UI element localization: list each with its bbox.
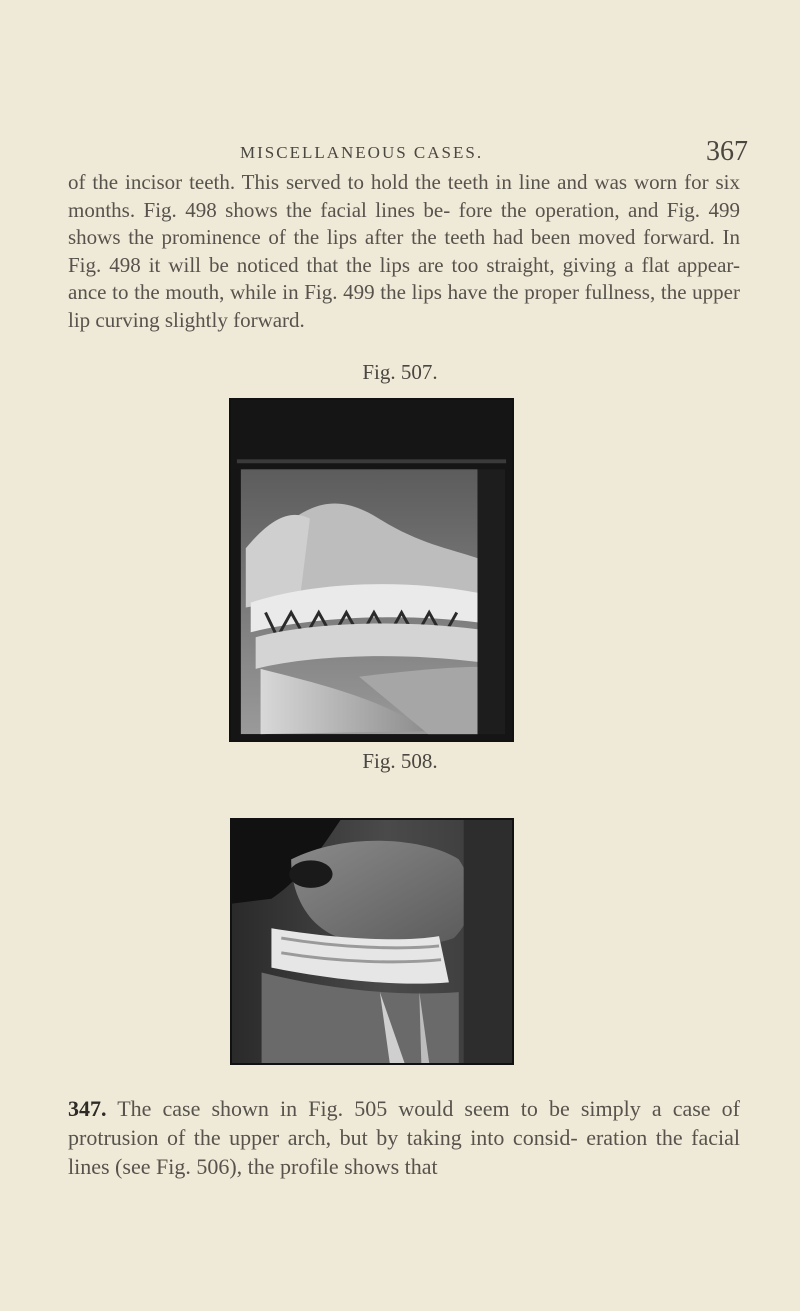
figure-508-profile-photo (230, 818, 514, 1065)
paragraph-347-text: The case shown in Fig. 505 would seem to be simply a case of protrusion of the upper arch, but by taking into consid- eration the facial lines (see Fig. 506), the profile shows that (68, 1096, 740, 1179)
running-head: MISCELLANEOUS CASES. (240, 143, 484, 162)
figure-507-caption: Fig. 507. (362, 360, 438, 384)
paragraph-1: of the incisor teeth. This served to hold the teeth in line and was worn for six months. Fig. 498 shows the facial lines be- fore the operation, and Fig. 499 shows the prominence of the lips after the teeth had been moved forward. In Fig. 498 it will be noticed that the lips are too straight, giving a flat appear- ance to the mouth, while in Fig. 499 the lips have the proper fullness, the upper lip curving slightly forward. (68, 170, 740, 332)
paragraph-number: 347. (68, 1096, 107, 1121)
dental-cast-illustration (231, 400, 512, 740)
facial-profile-illustration (232, 820, 512, 1063)
figure-508-caption: Fig. 508. (362, 749, 438, 773)
figure-507-dental-cast-photo (229, 398, 514, 742)
paragraph-347 (68, 1094, 740, 1181)
page-number: 367 (706, 136, 748, 167)
